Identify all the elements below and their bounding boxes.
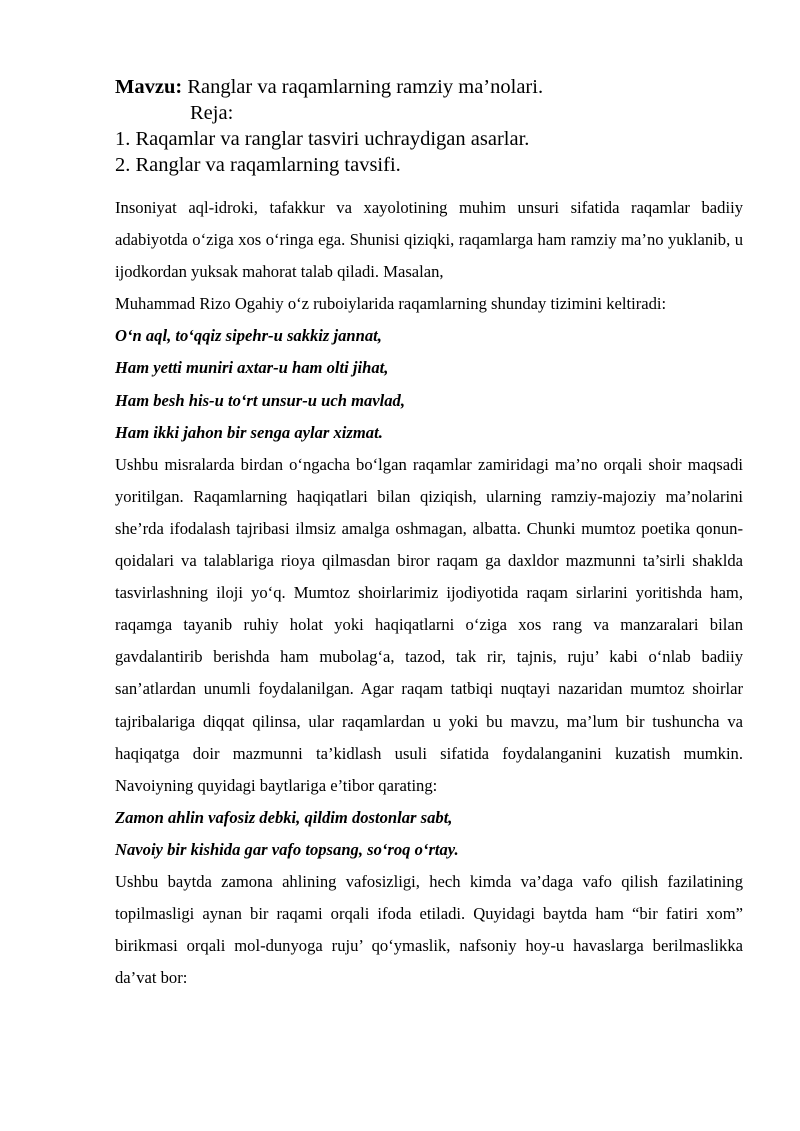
- verse-line: Navoiy bir kishida gar vafo topsang, so‘roq o‘rtay.: [115, 839, 459, 859]
- verse-line: O‘n aql, to‘qqiz sipehr-u sakkiz jannat,: [115, 326, 382, 346]
- verse-line: Zamon ahlin vafosiz debki, qildim dostonlar sabt,: [115, 807, 453, 827]
- topic-label: Mavzu:: [115, 76, 183, 98]
- verse-line: Ham yetti muniri axtar-u ham olti jihat,: [115, 358, 389, 378]
- document-page: [115, 74, 743, 994]
- verse-line: Ham besh his-u to‘rt unsur-u uch mavlad,: [115, 390, 406, 410]
- document-body: [115, 192, 743, 994]
- topic-line: [115, 74, 743, 100]
- paragraph-intro: Insoniyat aql-idroki, tafakkur va xayolotining muhim unsuri sifatida raqamlar badiiy adabiyotda o‘ziga xos o‘ringa ega. Shunisi qiziqki, raqamlarga ham ramziy ma’no yuklanib, u ijodkordan yuksak mahorat talab qiladi. Masalan,: [115, 198, 743, 282]
- plan-item-1: 1. Raqamlar va ranglar tasviri uchraydigan asarlar.: [115, 128, 530, 150]
- verse-line: Ham ikki jahon bir senga aylar xizmat.: [115, 422, 383, 442]
- lesson-header: [115, 74, 743, 178]
- paragraph-analysis: Ushbu misralarda birdan o‘ngacha bo‘lgan raqamlar zamiridagi ma’no orqali shoir maqsadi yoritilgan. Raqamlarning haqiqatlari bilan qiziqish, ularning ramziy-majoziy ma’nolarini she’rda ifodalash tajribasi ilmsiz amalga oshmagan, albatta. Chunki mumtoz poetika qonun-qoidalari va talablariga rioya qilmasdan biror raqam ga daxldor mazmunni ta’sirli shaklda tasvirlashning iloji yo‘q. Mumtoz shoirlarimiz ijodiyotida raqam sirlarini yoritishda ham, raqamga tayanib ruhiy holat yoki haqiqatlarni o‘ziga xos rang va manzaralari bilan gavdalantirib berishda ham mubolag‘a, tazod, tak rir, tajnis, ruju’ kabi o‘nlab badiiy san’atlardan unumli foydalanilgan. Agar raqam tatbiqi nuqtayi nazaridan mumtoz shoirlar tajribalariga diqqat qilinsa, ular raqamlardan u yoki bu mavzu, ma’lum bir tushuncha va haqiqatga doir mazmunni ta’kidlash usuli sifatida foydalanganini kuzatish mumkin. Navoiyning quyidagi baytlariga e’tibor qarating:: [115, 454, 743, 795]
- topic-title: Ranglar va raqamlarning ramziy ma’nolari.: [187, 76, 544, 98]
- paragraph-ogahiy-intro: Muhammad Rizo Ogahiy o‘z ruboiylarida raqamlarning shunday tizimini keltiradi:: [115, 294, 667, 314]
- plan-label: Reja:: [190, 102, 234, 124]
- paragraph-conclusion: Ushbu baytda zamona ahlining vafosizligi, hech kimda va’daga vafo qilish fazilatining topilmasligi aynan bir raqami orqali ifoda etiladi. Quyidagi baytda ham “bir fatiri xom” birikmasi orqali mol-dunyoga ruju’ qo‘ymaslik, nafsoniy hoy-u havaslarga berilmaslikka da’vat bor:: [115, 871, 743, 988]
- plan-item-2: 2. Ranglar va raqamlarning tavsifi.: [115, 154, 401, 176]
